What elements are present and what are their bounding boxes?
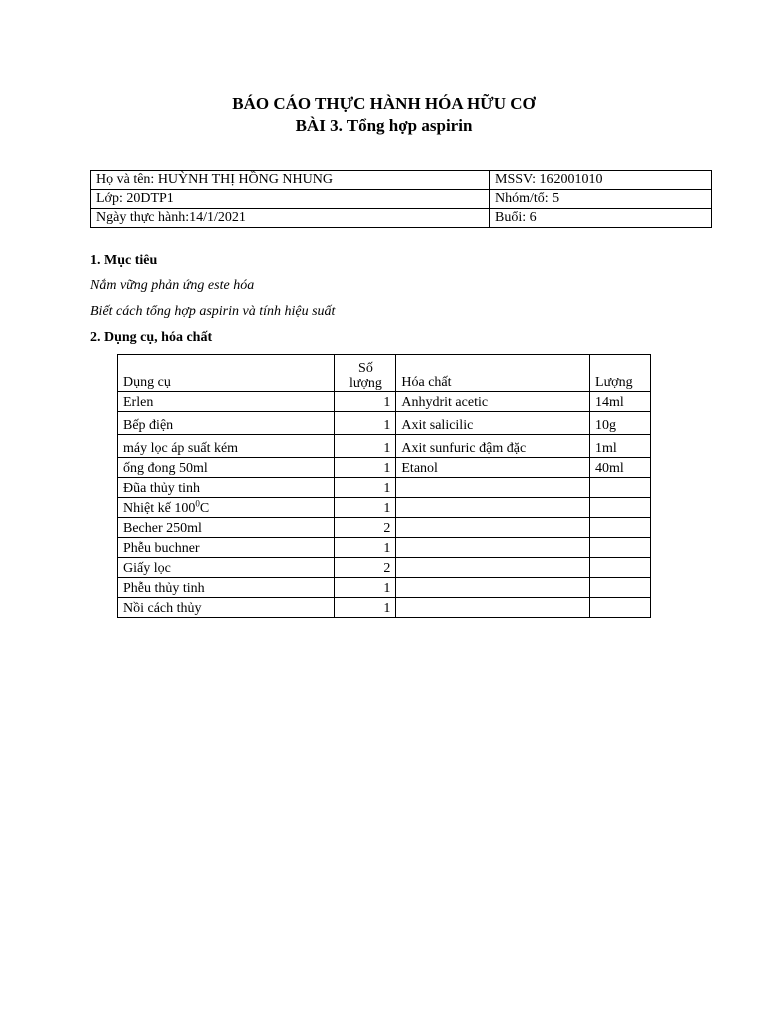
table-row (118, 578, 651, 598)
lesson-title: BÀI 3. Tổng hợp aspirin (295, 116, 473, 135)
tool-cell: Phễu thủy tinh (118, 578, 335, 598)
amount-cell (590, 478, 651, 498)
quantity-cell: 1 (335, 412, 396, 435)
header-quantity-line1: Số (358, 361, 373, 376)
table-row (118, 392, 651, 412)
quantity-cell: 1 (335, 498, 396, 518)
practice-date: Ngày thực hành:14/1/2021 (91, 209, 490, 228)
chemical-cell: Axit sunfuric đậm đặc (396, 435, 590, 458)
tool-cell: Erlen (118, 392, 335, 412)
table-row (118, 558, 651, 578)
tool-cell: Nồi cách thủy (118, 598, 335, 618)
quantity-cell: 1 (335, 578, 396, 598)
header-quantity-line2: lượng (348, 376, 382, 391)
amount-cell: 40ml (590, 458, 651, 478)
table-row (118, 538, 651, 558)
table-row (118, 458, 651, 478)
chemical-cell (396, 498, 590, 518)
tool-cell (118, 498, 335, 518)
chemical-cell (396, 518, 590, 538)
amount-cell (590, 498, 651, 518)
tool-cell: Bếp điện (118, 412, 335, 435)
table-row (118, 412, 651, 435)
quantity-cell: 2 (335, 558, 396, 578)
tool-text-unit: C (199, 501, 210, 516)
chemical-cell (396, 478, 590, 498)
amount-cell (590, 538, 651, 558)
chemical-cell: Axit salicilic (396, 412, 590, 435)
amount-cell (590, 558, 651, 578)
amount-cell (590, 578, 651, 598)
quantity-cell: 1 (335, 392, 396, 412)
header-tool: Dụng cụ (118, 355, 335, 392)
table-row (91, 209, 712, 228)
degree-superscript: 0 (195, 498, 200, 509)
class-name: Lớp: 20DTP1 (91, 190, 490, 209)
objective-line: Biết cách tổng hợp aspirin và tính hiệu suất (90, 304, 336, 319)
session-number: Buổi: 6 (490, 209, 712, 228)
student-name: Họ và tên: HUỲNH THỊ HỒNG NHUNG (91, 171, 490, 190)
quantity-cell: 2 (335, 518, 396, 538)
table-row (118, 435, 651, 458)
header-chemical: Hóa chất (396, 355, 590, 392)
table-row (118, 598, 651, 618)
equipment-table (117, 354, 651, 618)
quantity-cell: 1 (335, 478, 396, 498)
amount-cell: 10g (590, 412, 651, 435)
chemical-cell (396, 558, 590, 578)
header-quantity (335, 355, 396, 392)
table-row (91, 171, 712, 190)
tool-cell: máy lọc áp suất kém (118, 435, 335, 458)
table-row (91, 190, 712, 209)
chemical-cell (396, 598, 590, 618)
chemical-cell: Etanol (396, 458, 590, 478)
report-title: BÁO CÁO THỰC HÀNH HÓA HỮU CƠ (232, 94, 536, 113)
quantity-cell: 1 (335, 435, 396, 458)
table-row (118, 478, 651, 498)
tool-cell: Phễu buchner (118, 538, 335, 558)
equipment-heading: 2. Dụng cụ, hóa chất (90, 330, 213, 345)
chemical-cell: Anhydrit acetic (396, 392, 590, 412)
amount-cell: 1ml (590, 435, 651, 458)
amount-cell: 14ml (590, 392, 651, 412)
student-info-table (90, 170, 712, 228)
tool-cell: ống đong 50ml (118, 458, 335, 478)
quantity-cell: 1 (335, 598, 396, 618)
chemical-cell (396, 538, 590, 558)
tool-cell: Đũa thủy tinh (118, 478, 335, 498)
tool-cell: Becher 250ml (118, 518, 335, 538)
tool-cell: Giấy lọc (118, 558, 335, 578)
amount-cell (590, 598, 651, 618)
student-id: MSSV: 162001010 (490, 171, 712, 190)
tool-text: Nhiệt kế 100 (123, 501, 196, 516)
objective-line: Nắm vững phản ứng este hóa (90, 278, 255, 293)
header-amount: Lượng (590, 355, 651, 392)
group-number: Nhóm/tổ: 5 (490, 190, 712, 209)
quantity-cell: 1 (335, 538, 396, 558)
quantity-cell: 1 (335, 458, 396, 478)
chemical-cell (396, 578, 590, 598)
table-row (118, 498, 651, 518)
amount-cell (590, 518, 651, 538)
table-row (118, 518, 651, 538)
table-header-row (118, 355, 651, 392)
objectives-heading: 1. Mục tiêu (90, 253, 158, 268)
